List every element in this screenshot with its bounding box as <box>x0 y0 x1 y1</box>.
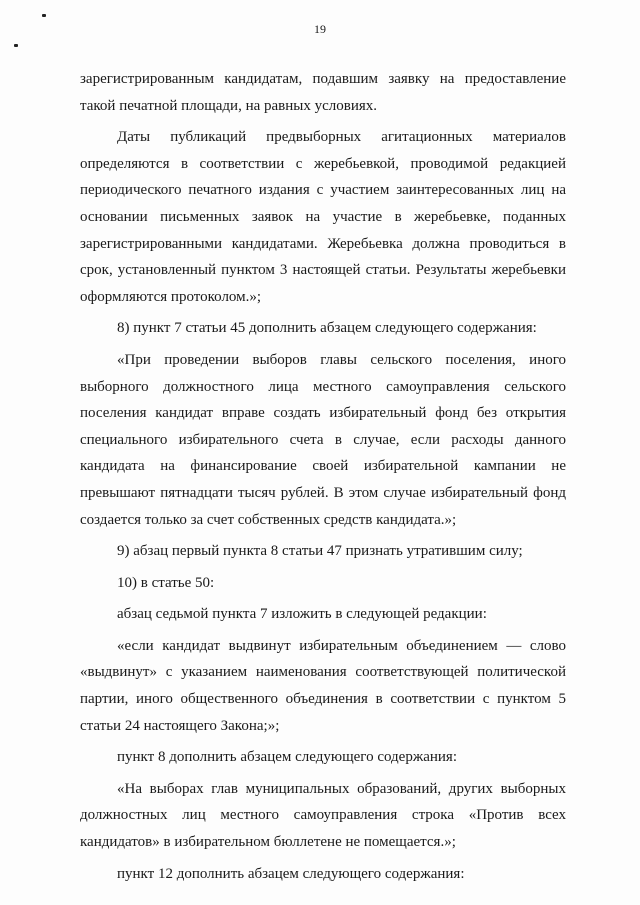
paragraph: «При проведении выборов главы сельского поселения, иного выборного должностного лица местного самоуправления сельского поселения кандидат вправе создать избирательный фонд без открытия специального избирательного счета в случае, если расходы данного кандидата на финансирование своей избирательной кампании не превышают пятнадцати тысяч рублей. В этом случае избирательный фонд создается только за счет собственных средств кандидата.»; <box>80 351 566 528</box>
scan-speck-mark <box>42 14 46 17</box>
paragraph: абзац седьмой пункта 7 изложить в следующей редакции: <box>117 606 487 623</box>
page-number: 19 <box>314 22 326 36</box>
paragraph: пункт 8 дополнить абзацем следующего содержания: <box>117 749 457 766</box>
scan-speck-mark <box>14 44 18 47</box>
paragraph: зарегистрированным кандидатам, подавшим заявку на предоставление такой печатной площади, на равных условиях. <box>80 71 566 114</box>
paragraph: «если кандидат выдвинут избирательным объединением — слово «выдвинут» с указанием наименования соответствующей политической партии, иного общественного объединения в соответствии с пунктом 5 статьи 24 настоящего Закона;»; <box>80 637 566 734</box>
paragraph: «На выборах глав муниципальных образований, других выборных должностных лиц местного самоуправления строка «Против всех кандидатов» в избирательном бюллетене не помещается.»; <box>80 780 566 851</box>
paragraph: 8) пункт 7 статьи 45 дополнить абзацем следующего содержания: <box>117 320 537 337</box>
paragraph: 9) абзац первый пункта 8 статьи 47 признать утратившим силу; <box>117 543 523 560</box>
paragraph: пункт 12 дополнить абзацем следующего содержания: <box>117 865 465 882</box>
document-body <box>80 66 566 887</box>
paragraph: 10) в статье 50: <box>117 574 215 591</box>
paragraph: Даты публикаций предвыборных агитационных материалов определяются в соответствии с жеребьевкой, проводимой редакцией периодического печатного издания с участием заинтересованных лиц на основании письменных заявок на участие в жеребьевке, поданных зарегистрированными кандидатами. Жеребьевка должна проводиться в срок, установленный пунктом 3 настоящей статьи. Результаты жеребьевки оформляются протоколом.»; <box>80 129 566 305</box>
